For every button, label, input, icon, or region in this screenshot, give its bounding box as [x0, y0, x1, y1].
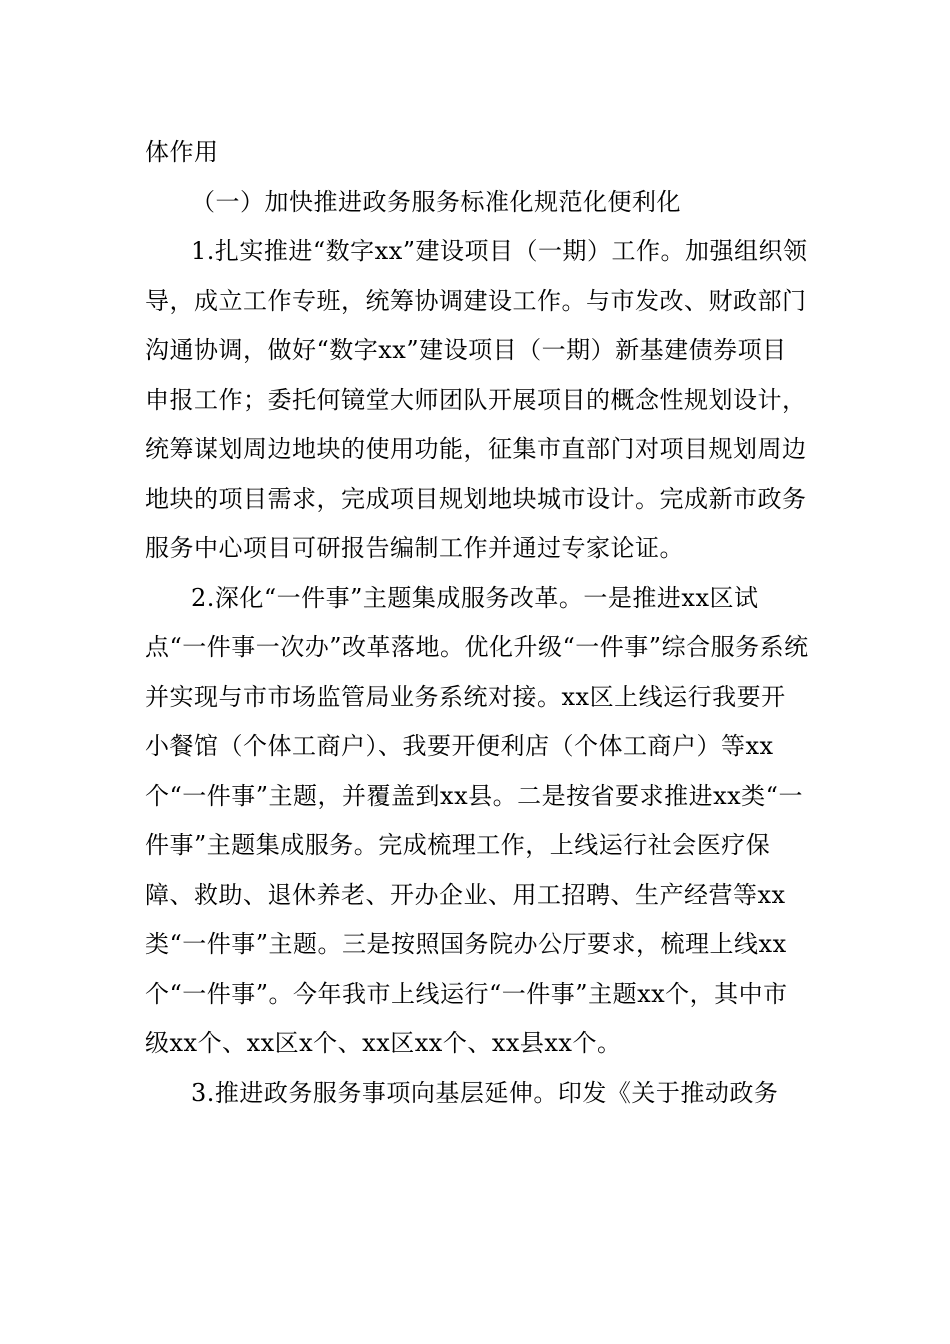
paragraph-item-3: 3.推进政务服务事项向基层延伸。印发《关于推动政务 [191, 1078, 779, 1107]
paragraph-continuation: 体作用 [145, 138, 219, 166]
document-body [145, 128, 809, 1118]
section-heading: （一）加快推进政务服务标准化规范化便利化 [191, 187, 681, 216]
paragraph-item-2: 2.深化“一件事”主题集成服务改革。一是推进xx区试点“一件事一次办”改革落地。优化升级“一件事”综合服务系统并实现与市市场监管局业务系统对接。xx区上线运行我要开小餐馆（个体工商户）、我要开便利店（个体工商户）等xx个“一件事”主题，并覆盖到xx县。二是按省要求推进xx类“一件事”主题集成服务。完成梳理工作，上线运行社会医疗保障、救助、退休养老、开办企业、用工招聘、生产经营等xx类“一件事”主题。三是按照国务院办公厅要求，梳理上线xx个“一件事”。今年我市上线运行“一件事”主题xx个，其中市级xx个、xx区x个、xx区xx个、xx县xx个。 [145, 583, 809, 1057]
paragraph-item-1: 1.扎实推进“数字xx”建设项目（一期）工作。加强组织领导，成立工作专班，统筹协调建设工作。与市发改、财政部门沟通协调，做好“数字xx”建设项目（一期）新基建债券项目申报工作；委托何镜堂大师团队开展项目的概念性规划设计，统筹谋划周边地块的使用功能，征集市直部门对项目规划周边地块的项目需求，完成项目规划地块城市设计。完成新市政务服务中心项目可研报告编制工作并通过专家论证。 [145, 237, 808, 562]
